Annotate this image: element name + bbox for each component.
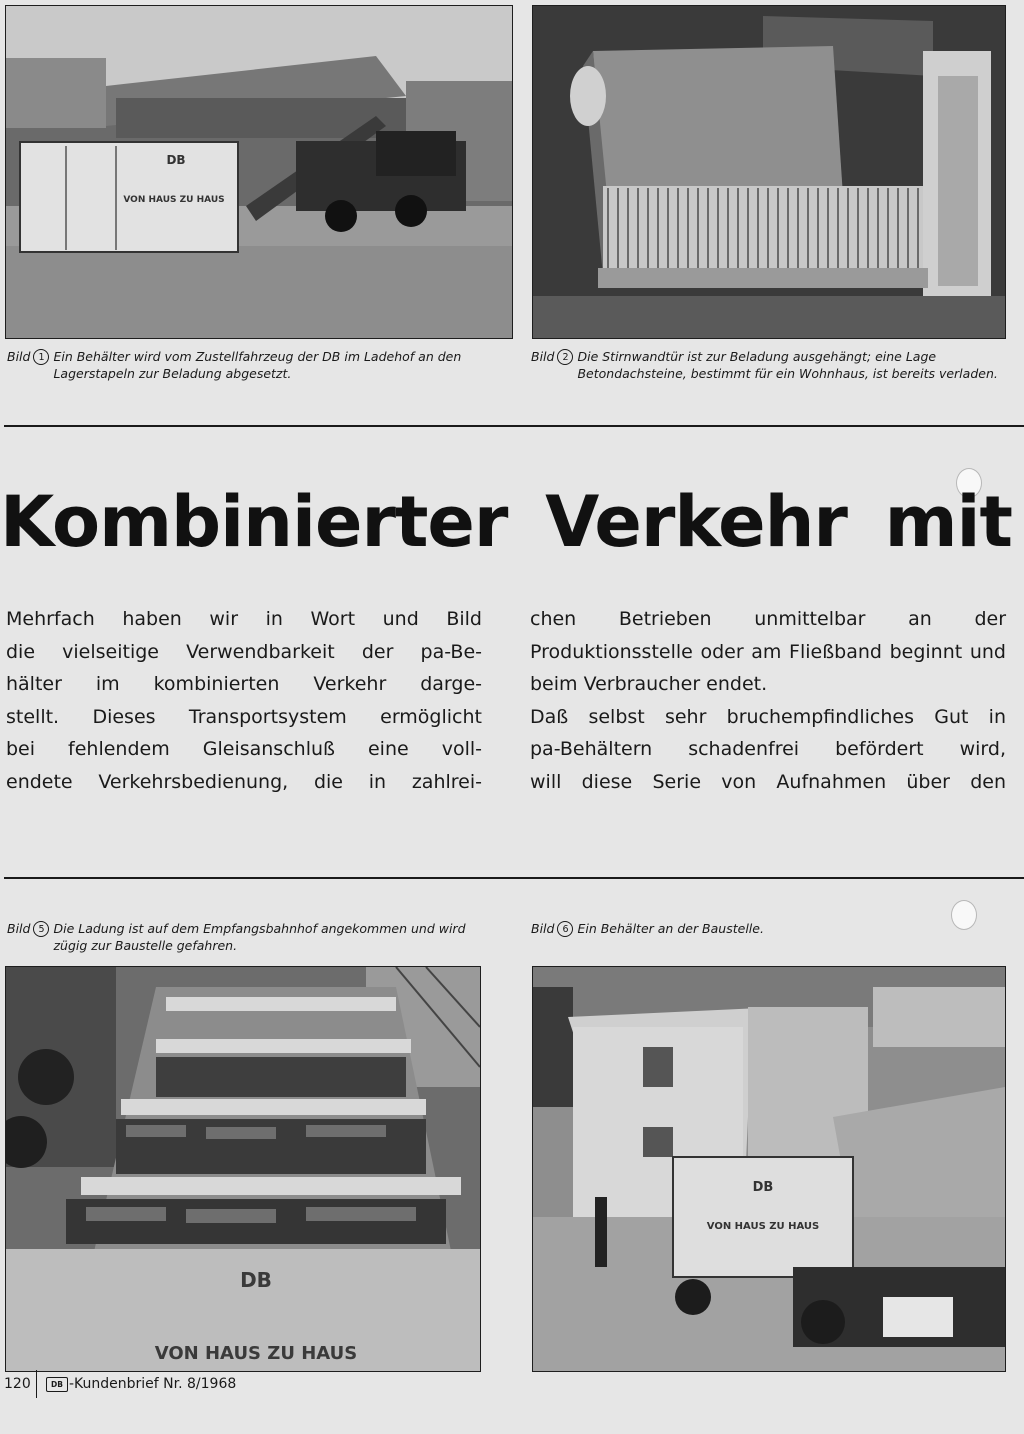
caption-bild-6 bbox=[531, 920, 951, 937]
headline bbox=[0, 472, 1012, 572]
caption-text: Ein Behälter wird vom Zustellfahrzeug der DB im Ladehof an den Lagerstapeln zur Beladung abgesetzt. bbox=[53, 349, 462, 381]
article-paragraph: chen Betrieben unmittelbar an der Produktionsstelle oder am Fließband beginnt und beim Verbraucher endet. bbox=[530, 608, 1006, 696]
bild6-container-slogan: VON HAUS ZU HAUS bbox=[706, 1221, 820, 1232]
photo-bild-5 bbox=[5, 966, 481, 1372]
section-divider-bottom bbox=[4, 877, 1024, 879]
bild5-container-slogan: VON HAUS ZU HAUS bbox=[154, 1343, 358, 1364]
footer-separator bbox=[36, 1370, 37, 1398]
section-divider-top bbox=[4, 425, 1024, 427]
article-column-right bbox=[530, 603, 1006, 799]
page-number: 120 bbox=[4, 1376, 31, 1392]
article-line: pa-Behältern schadenfrei befördert wird, bbox=[530, 738, 1006, 761]
db-logo-icon: DB bbox=[46, 1377, 68, 1392]
article-column-left bbox=[6, 603, 482, 799]
headline-word-2: Verkehr bbox=[545, 481, 847, 563]
figure-number-badge: 6 bbox=[557, 921, 573, 937]
bild1-container-letters: DB bbox=[166, 153, 186, 167]
caption-bild-1 bbox=[7, 348, 512, 382]
headline-word-1: Kombinierter bbox=[0, 481, 508, 563]
figure-number-badge: 1 bbox=[33, 349, 49, 365]
article-line: endete Verkehrsbedienung, die in zahlrei- bbox=[6, 770, 482, 793]
caption-text: Die Ladung ist auf dem Empfangsbahnhof angekommen und wird zügig zur Baustelle gefahren. bbox=[53, 921, 466, 953]
article-line: bei fehlendem Gleisanschluß eine voll- bbox=[6, 738, 482, 761]
figure-number-badge: 2 bbox=[557, 349, 573, 365]
article-line: hälter im kombinierten Verkehr darge- bbox=[6, 673, 482, 696]
article-line: Mehrfach haben wir in Wort und Bild bbox=[6, 608, 482, 630]
headline-word-3: mit bbox=[884, 481, 1012, 563]
caption-label: Bild bbox=[531, 921, 555, 936]
article-line: die vielseitige Verwendbarkeit der pa-Be- bbox=[6, 640, 482, 663]
photo-bild-2 bbox=[532, 5, 1006, 339]
bild1-container-slogan: VON HAUS ZU HAUS bbox=[123, 195, 225, 205]
article-line: stellt. Dieses Transportsystem ermöglicht bbox=[6, 705, 482, 728]
caption-label: Bild bbox=[7, 921, 31, 936]
caption-text: Die Stirnwandtür ist zur Beladung ausgehängt; eine Lage Betondachsteine, bestimmt für ein Wohnhaus, ist bereits verladen. bbox=[577, 349, 998, 381]
caption-bild-5 bbox=[7, 920, 469, 954]
caption-bild-2 bbox=[531, 348, 1021, 382]
figure-number-badge: 5 bbox=[33, 921, 49, 937]
photo-bild-6 bbox=[532, 966, 1006, 1372]
bild6-container-letters: DB bbox=[752, 1180, 774, 1195]
publication-title: -Kundenbrief Nr. 8/1968 bbox=[69, 1376, 237, 1392]
article-line: will diese Serie von Aufnahmen über den bbox=[530, 770, 1006, 793]
caption-label: Bild bbox=[531, 349, 555, 364]
caption-label: Bild bbox=[7, 349, 31, 364]
article-line: Daß selbst sehr bruchempfindliches Gut in bbox=[530, 705, 1006, 728]
caption-text: Ein Behälter an der Baustelle. bbox=[577, 921, 764, 936]
photo-bild-1 bbox=[5, 5, 513, 339]
bild5-container-letters: DB bbox=[240, 1268, 272, 1292]
page-footer bbox=[4, 1372, 236, 1396]
punch-hole-bottom bbox=[951, 900, 977, 930]
